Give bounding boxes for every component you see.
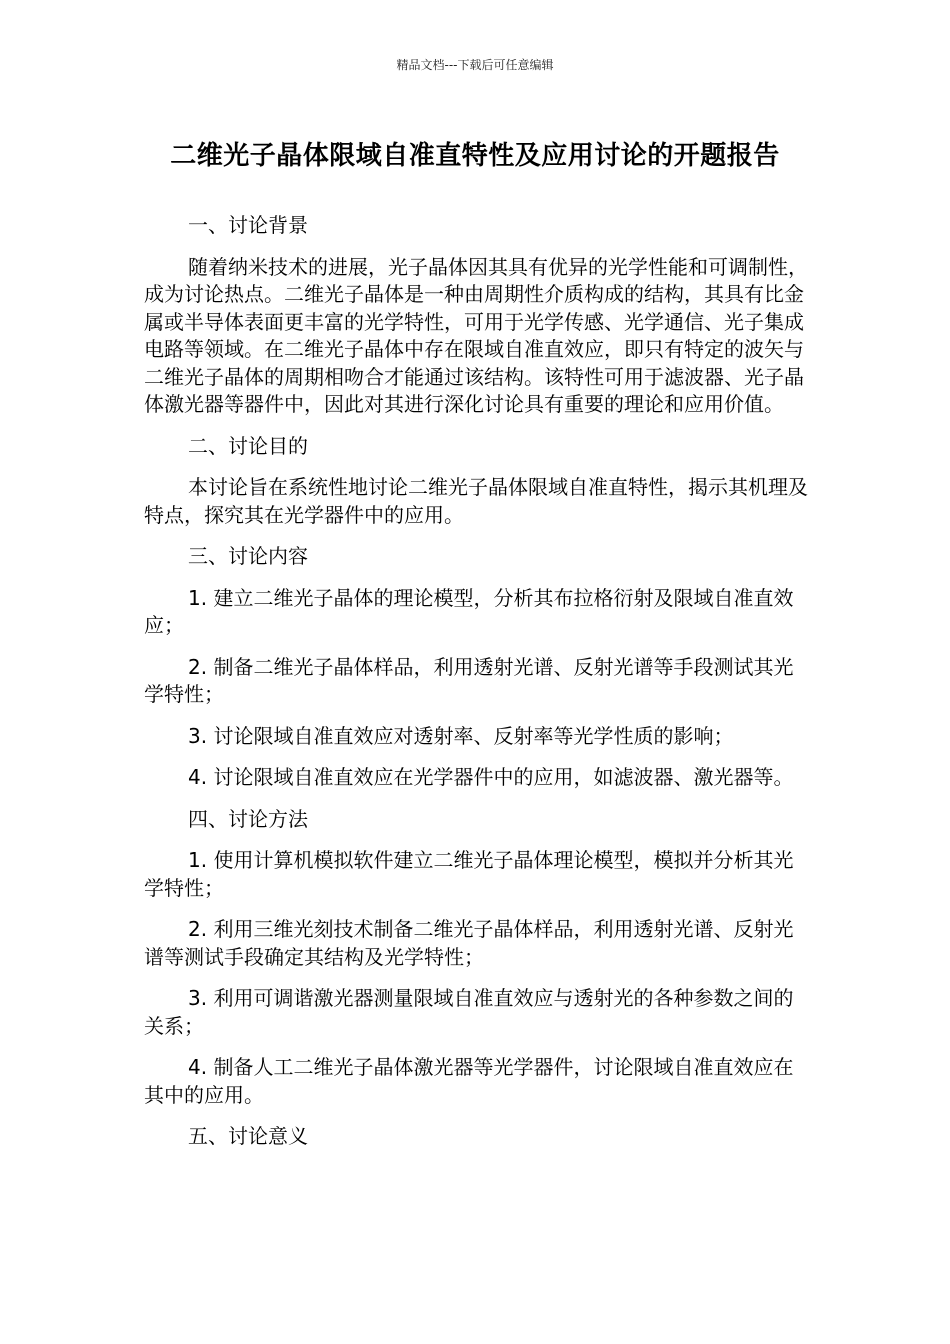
document-title: 二维光子晶体限域自准直特性及应用讨论的开题报告 <box>170 141 780 171</box>
section-heading-method: 四、讨论方法 <box>188 806 308 831</box>
paragraph-background: 随着纳米技术的进展，光子晶体因其具有优异的光学性能和可调制性，成为讨论热点。二维光子晶体是一种由周期性介质构成的结构，其具有比金属或半导体表面更丰富的光学特性，可用于光学传感、光学通信、光子集成电路等领域。在二维光子晶体中存在限域自准直效应，即只有特定的波矢与二维光子晶体的周期相吻合才能通过该结构。该特性可用于滤波器、光子晶体激光器等器件中，因此对其进行深化讨论具有重要的理论和应用价值。 <box>144 254 808 416</box>
list-item-content-3: 3. 讨论限域自准直效应对透射率、反射率等光学性质的影响； <box>188 723 734 748</box>
document-body <box>144 212 808 1165</box>
section-heading-background: 一、讨论背景 <box>188 213 308 237</box>
section-heading-purpose: 二、讨论目的 <box>188 433 308 458</box>
paragraph-purpose: 本讨论旨在系统性地讨论二维光子晶体限域自准直特性，揭示其机理及特点，探究其在光学器件中的应用。 <box>144 475 808 527</box>
list-item-method-3: 3. 利用可调谐激光器测量限域自准直效应与透射光的各种参数之间的关系； <box>144 986 794 1038</box>
list-item-content-4: 4. 讨论限域自准直效应在光学器件中的应用，如滤波器、激光器等。 <box>188 765 794 789</box>
section-heading-content: 三、讨论内容 <box>188 544 308 568</box>
list-item-content-1: 1. 建立二维光子晶体的理论模型，分析其布拉格衍射及限域自准直效应； <box>144 585 794 637</box>
section-heading-significance: 五、讨论意义 <box>188 1124 308 1148</box>
list-item-method-4: 4. 制备人工二维光子晶体激光器等光学器件，讨论限域自准直效应在其中的应用。 <box>144 1055 794 1107</box>
list-item-content-2: 2. 制备二维光子晶体样品，利用透射光谱、反射光谱等手段测试其光学特性； <box>144 654 794 706</box>
page-header: 精品文档---下载后可任意编辑 <box>396 58 554 72</box>
list-item-method-2: 2. 利用三维光刻技术制备二维光子晶体样品，利用透射光谱、反射光谱等测试手段确定其结构及光学特性； <box>144 917 794 969</box>
list-item-method-1: 1. 使用计算机模拟软件建立二维光子晶体理论模型，模拟并分析其光学特性； <box>144 848 794 900</box>
